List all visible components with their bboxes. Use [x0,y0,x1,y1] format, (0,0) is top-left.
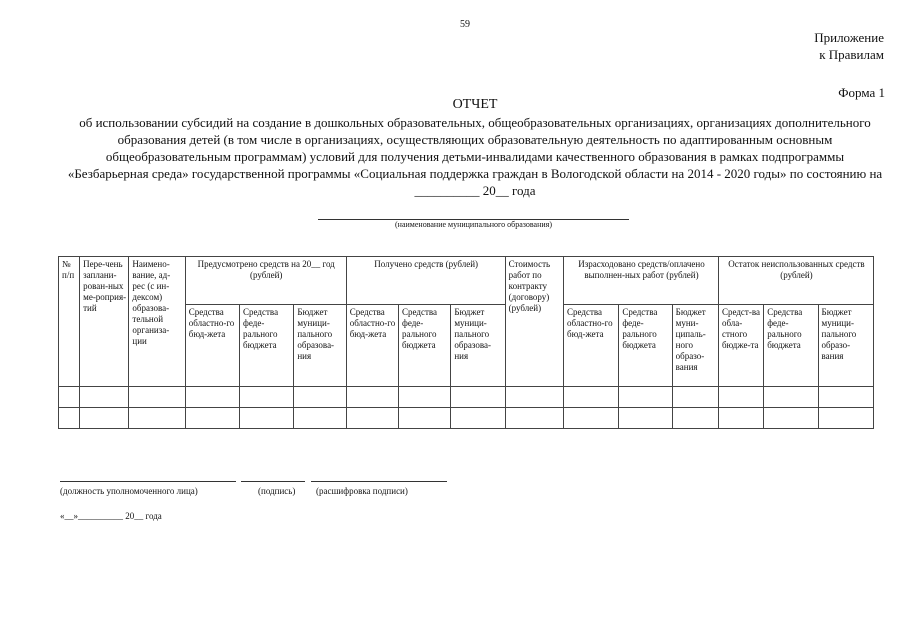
decoding-blank-line [311,481,447,482]
subheader-remaining-federal: Средства феде-рального бюджета [764,305,818,387]
table-cell[interactable] [240,387,294,408]
subheader-planned-regional: Средства областно-го бюд-жета [185,305,239,387]
table-cell[interactable] [505,387,563,408]
date-line: «__»__________ 20__ года [60,511,162,521]
table-cell[interactable] [818,408,873,429]
col-header-received: Получено средств (рублей) [346,257,505,305]
subheader-remaining-regional: Средст-ва обла-стного бюдже-та [718,305,763,387]
subheader-spent-regional: Средства областно-го бюд-жета [564,305,619,387]
table-cell[interactable] [505,408,563,429]
subheader-remaining-municipal: Бюджет муници-пального образо-вания [818,305,873,387]
municipality-caption: (наименование муниципального образования) [395,220,552,229]
table-cell[interactable] [129,387,185,408]
subheader-planned-federal: Средства феде-рального бюджета [240,305,294,387]
table-cell[interactable] [764,408,818,429]
table-cell[interactable] [59,408,80,429]
form-label: Форма 1 [838,85,885,100]
col-header-org: Наимено-вание, ад-рес (с ин-дексом) образова-тельной организа-ции [129,257,185,387]
table-cell[interactable] [185,387,239,408]
table-cell[interactable] [718,408,763,429]
table-cell[interactable] [185,408,239,429]
subheader-planned-municipal: Бюджет муници-пального образова-ния [294,305,346,387]
appendix-line-1: Приложение [814,30,884,45]
table-cell[interactable] [818,387,873,408]
table-cell[interactable] [672,408,718,429]
decoding-caption: (расшифровка подписи) [316,486,408,496]
col-header-planned: Предусмотрено средств на 20__ год (рублей) [185,257,346,305]
table-cell[interactable] [80,408,129,429]
table-cell[interactable] [619,408,672,429]
col-header-remaining: Остаток неиспользованных средств (рублей) [718,257,873,305]
table-cell[interactable] [451,387,505,408]
col-header-num: № п/п [59,257,80,387]
table-cell[interactable] [59,387,80,408]
signature-caption: (подпись) [258,486,296,496]
table-cell[interactable] [451,408,505,429]
subheader-received-regional: Средства областно-го бюд-жета [346,305,398,387]
table-header-row [59,257,874,305]
table-cell[interactable] [564,387,619,408]
subheader-received-federal: Средства феде-рального бюджета [399,305,451,387]
table-row [59,387,874,408]
table-cell[interactable] [129,408,185,429]
col-header-spent: Израсходовано средств/оплачено выполнен-ных работ (рублей) [564,257,719,305]
table-cell[interactable] [718,387,763,408]
table-cell[interactable] [240,408,294,429]
table-cell[interactable] [399,408,451,429]
col-header-events: Пере-чень заплани-рован-ных ме-роприя-тий [80,257,129,387]
report-subtitle: об использовании субсидий на создание в дошкольных образовательных, общеобразовательных организациях, организациях дополнительного образования детей (в том числе в организациях, осуществляющих образовательную деятельность по адаптированным основным общеобразовательным программам) условий для получения детьми-инвалидами качественного образования в рамках подпрограммы «Безбарьерная среда» государственной программы «Социальная поддержка граждан в Вологодской области на 2014 - 2020 годы» по состоянию на __________ 20__ года [67,115,883,198]
position-caption: (должность уполномоченного лица) [60,486,198,496]
table-cell[interactable] [294,387,346,408]
signature-blank-line [241,481,305,482]
table-cell[interactable] [346,387,398,408]
report-table [58,256,874,429]
table-cell[interactable] [80,387,129,408]
table-cell[interactable] [619,387,672,408]
table-row [59,408,874,429]
page-number: 59 [460,19,470,30]
table-cell[interactable] [399,387,451,408]
table-cell[interactable] [764,387,818,408]
report-title: ОТЧЕТ [452,97,498,112]
table-cell[interactable] [346,408,398,429]
appendix-note [814,29,884,63]
subheader-spent-municipal: Бюджет муни-ципаль-ного образо-вания [672,305,718,387]
subheader-received-municipal: Бюджет муници-пального образова-ния [451,305,505,387]
appendix-line-2: к Правилам [819,47,884,62]
table-cell[interactable] [672,387,718,408]
table-cell[interactable] [564,408,619,429]
subheader-spent-federal: Средства феде-рального бюджета [619,305,672,387]
col-header-cost: Стоимость работ по контракту (договору) (рублей) [505,257,563,387]
position-blank-line [60,481,236,482]
table-cell[interactable] [294,408,346,429]
